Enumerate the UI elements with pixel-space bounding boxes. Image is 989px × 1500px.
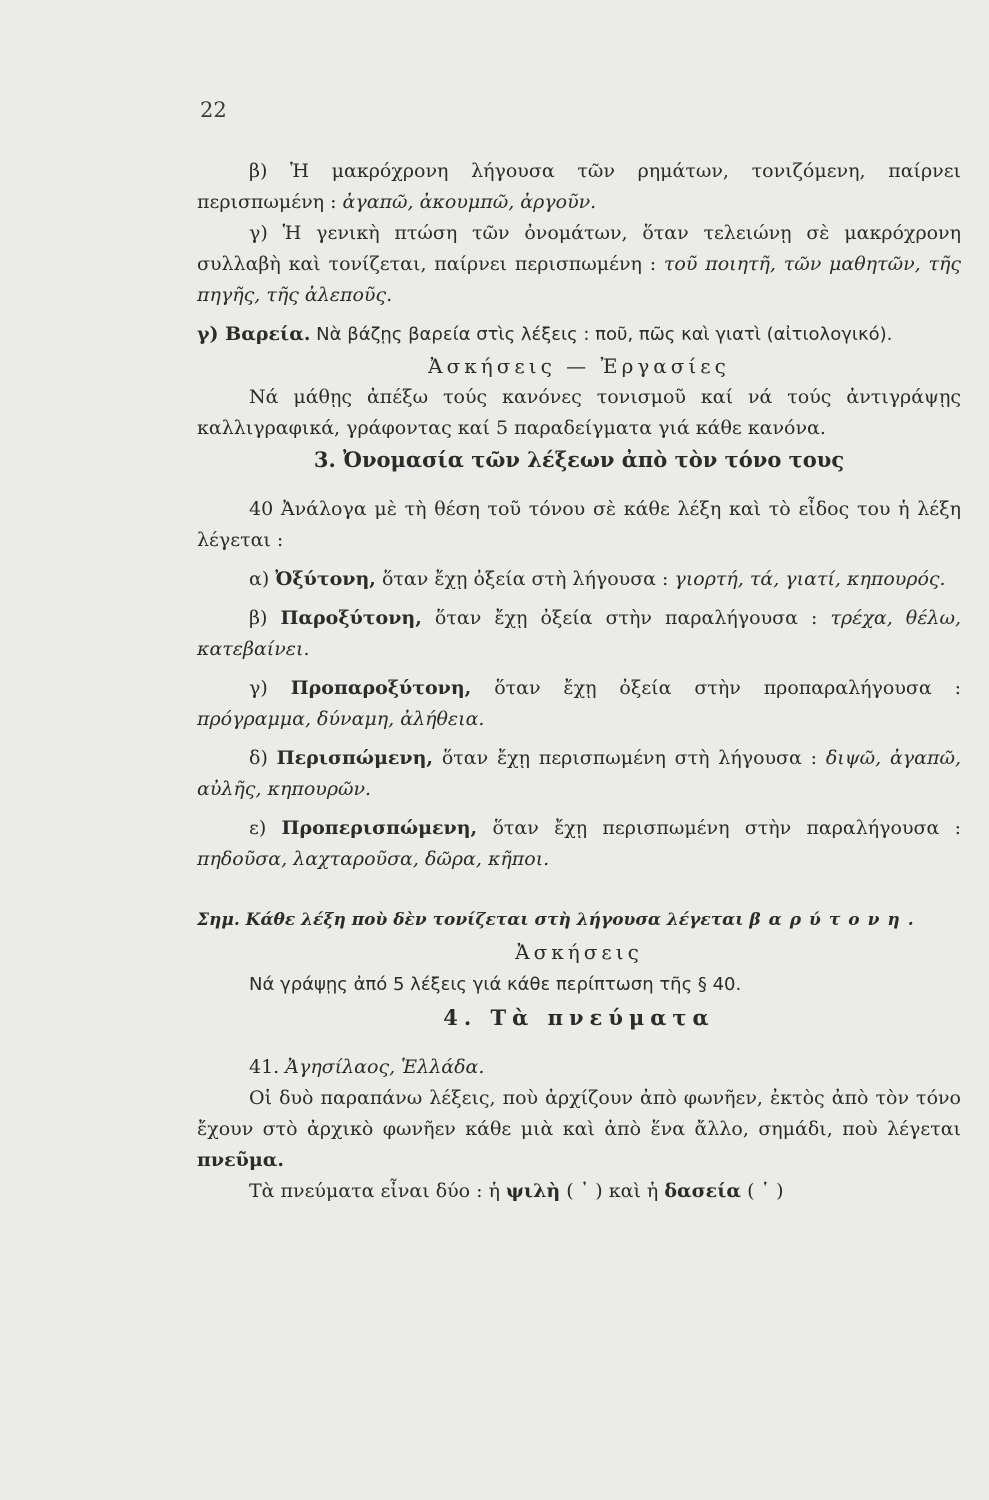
rule-b-paragraph <box>197 156 961 218</box>
page-number: 22 <box>200 98 227 122</box>
rule-b-text: β) Ἡ μακρόχρονη λήγουσα τῶν ρημάτων, τονιζόμενη, παίρνει περισπωμένη : <box>197 160 961 213</box>
pneuma-term: πνεῦμα. <box>197 1149 284 1171</box>
item-prefix: γ) <box>249 677 291 699</box>
paragraph-41-body <box>197 1083 961 1176</box>
rule-b-examples: ἀγαπῶ, ἀκουμπῶ, ἀργοῦν. <box>342 191 597 213</box>
daseia-term: δασεία <box>664 1180 742 1202</box>
exercises-paragraph: Νά μάθῃς ἀπέξω τούς κανόνες τονισμοῦ καί νά τούς ἀντιγράψῃς καλλιγραφικά, γράφοντας καί 5 παραδείγματα γιά κάθε κανόνα. <box>197 386 961 439</box>
item-prefix: ε) <box>249 817 282 839</box>
item-examples: πηδοῦσα, λαχταροῦσα, δῶρα, κῆποι. <box>197 848 550 870</box>
item-examples: διψῶ, ἀγαπῶ, αὐλῆς, κηπουρῶν. <box>197 747 961 800</box>
item-term: Παροξύτονη, <box>280 607 422 629</box>
page-content <box>197 156 961 1207</box>
grave-label: γ) Βαρεία. <box>197 323 311 345</box>
item-desc: ὅταν ἔχῃ ὀξεία στὴ λήγουσα : <box>375 568 675 590</box>
list-item <box>197 813 961 875</box>
item-term: Περισπώμενη, <box>276 747 434 769</box>
psili-sign: ( ᾿ ) καὶ ἡ <box>560 1180 665 1202</box>
rule-c-examples: τοῦ ποιητῆ, τῶν μαθητῶν, τῆς πηγῆς, τῆς ἀλεποῦς. <box>197 253 961 306</box>
paragraph-41-text: Οἱ δυὸ παραπάνω λέξεις, ποὺ ἀρχίζουν ἀπὸ φωνῆεν, ἐκτὸς ἀπὸ τὸν τόνο ἔχουν στὸ ἀρχικὸ φωνῆεν κάθε μιὰ καὶ ἀπὸ ἕνα ἄλλο, σημάδι, ποὺ λέγεται <box>197 1087 961 1140</box>
item-desc: ὅταν ἔχῃ ὀξεία στὴν παραλήγουσα : <box>421 607 831 629</box>
note-text: Κάθε λέξη ποὺ δὲν τονίζεται στὴ λήγουσα λέγεται <box>239 910 750 930</box>
item-term: Προπερισπώμενη, <box>281 817 478 839</box>
item-examples: πρόγραμμα, δύναμη, ἀλήθεια. <box>197 708 485 730</box>
item-prefix: δ) <box>249 747 277 769</box>
list-item <box>197 743 961 805</box>
rule-c-text: γ) Ἡ γενικὴ πτώση τῶν ὀνομάτων, ὅταν τελειώνῃ σὲ μακρόχρονη συλλαβὴ καὶ τονίζεται, παίρνει περισπωμένη : <box>197 222 961 275</box>
list-item <box>197 564 961 595</box>
psili-term: ψιλὴ <box>506 1180 561 1202</box>
note-paragraph <box>197 905 961 936</box>
paragraph-40: 40 Ἀνάλογα μὲ τὴ θέση τοῦ τόνου σὲ κάθε λέξη καὶ τὸ εἶδος του ἡ λέξη λέγεται : <box>197 498 961 551</box>
list-item <box>197 603 961 665</box>
paragraph-41-types <box>197 1176 961 1207</box>
item-desc: ὅταν ἔχῃ περισπωμένη στὴν παραλήγουσα : <box>477 817 962 839</box>
grave-text: Νὰ βάζῃς βαρεία στὶς λέξεις : ποῦ, πῶς καὶ γιατὶ (αἰτιολογικό). <box>310 324 893 345</box>
item-prefix: β) <box>249 607 281 629</box>
note-term: βαρύτονη. <box>749 910 922 930</box>
rule-c-paragraph <box>197 218 961 311</box>
daseia-sign: ( ῾ ) <box>741 1180 784 1202</box>
item-examples: τρέχα, θέλω, κατεβαίνει. <box>197 607 962 660</box>
paragraph-41 <box>197 1052 961 1083</box>
item-desc: ὅταν ἔχῃ ὀξεία στὴν προπαραλήγουσα : <box>471 677 961 699</box>
item-desc: ὅταν ἔχῃ περισπωμένη στὴ λήγουσα : <box>433 747 826 769</box>
item-term: Προπαροξύτονη, <box>290 677 472 699</box>
list-item <box>197 673 961 735</box>
note-label: Σημ. <box>197 910 240 930</box>
item-term: Ὀξύτονη, <box>275 568 376 590</box>
exercises-2-paragraph: Νά γράψῃς ἀπό 5 λέξεις γιά κάθε περίπτωση τῆς § 40. <box>249 974 742 995</box>
grave-paragraph <box>197 319 961 350</box>
paragraph-41-number: 41. <box>249 1056 286 1078</box>
paragraph-41-examples: Ἀγησίλαος, Ἑλλάδα. <box>285 1056 485 1078</box>
types-text: Τὰ πνεύματα εἶναι δύο : ἡ <box>249 1180 507 1202</box>
accent-types-list <box>197 564 961 875</box>
exercises-2-heading: Ἀσκήσεις <box>515 940 643 964</box>
item-examples: γιορτή, τά, γιατί, κηπουρός. <box>674 568 946 590</box>
section-4-title: 4. Τὰ πνεύματα <box>443 1005 715 1030</box>
section-3-title: 3. Ὀνομασία τῶν λέξεων ἀπὸ τὸν τόνο τους <box>313 447 845 472</box>
item-prefix: α) <box>249 568 276 590</box>
exercises-heading: Ἀσκήσεις — Ἐργασίες <box>428 354 730 378</box>
